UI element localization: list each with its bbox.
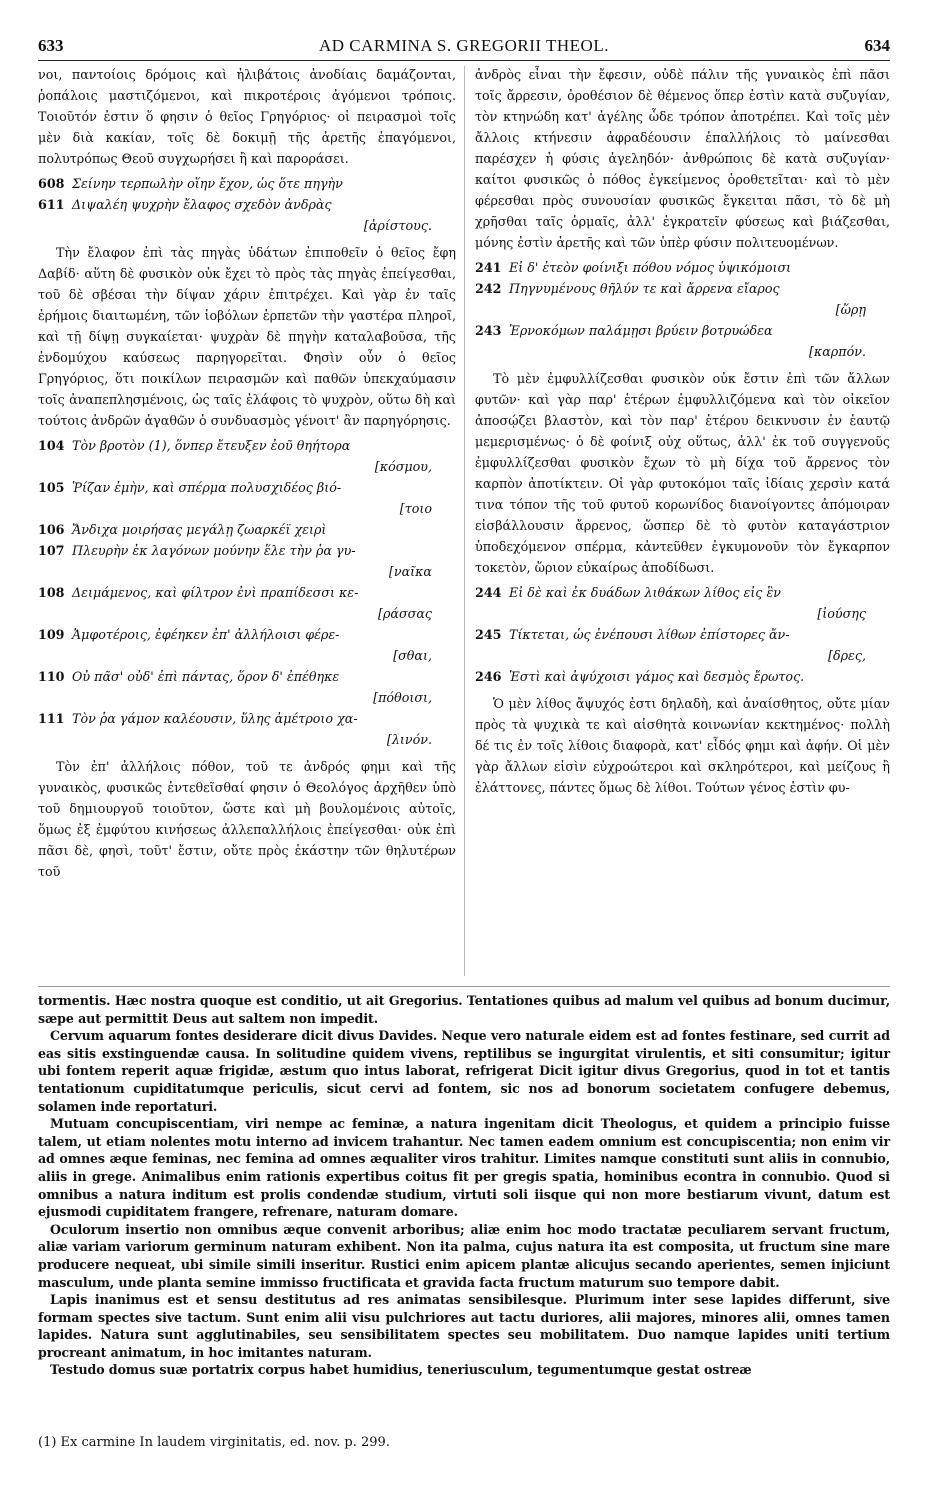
section-rule bbox=[38, 986, 890, 987]
verse-text: Ῥίζαν ἐμὴν, καὶ σπέρμα πολυσχιδέος βιό- bbox=[72, 480, 342, 495]
running-header bbox=[38, 30, 890, 61]
verse-text: Ἐρνοκόμων παλάμῃσι βρύειν βοτρυώδεα bbox=[509, 323, 773, 338]
commentary-paragraph: νοι, παντοίοις δρόμοις καὶ ἠλιβάτοις ἀνοδίαις δαμάζονται, ῥοπάλοις μαστιζόμενοι, καὶ πικροτέροις ἀγόμενοι τρόποις. Τοιοῦτόν ἐστιν ὅ φησιν ὁ θεῖος Γρηγόριος· οἱ πειρασμοὶ τοῖς μὲν διὰ κακίαν, τοῖς δὲ δοκιμῇ τῆς ἀρετῆς ἐπαγόμενοι, πολυτρόπως Θεοῦ συγχωρήσει ἢ καὶ παροράσει. bbox=[38, 67, 456, 166]
greek-column-left bbox=[38, 64, 456, 982]
verse-text: Εἰ δ' ἐτεὸν φοίνιξι πόθου νόμος ὑψικόμοισι bbox=[509, 260, 792, 275]
verse-line bbox=[38, 194, 456, 215]
verse-line bbox=[38, 624, 456, 645]
latin-paragraph: Oculorum insertio non omnibus æque convenit arboribus; aliæ enim hoc modo tractatæ peculiarem servant fructum, aliæ variam variorum germinum naturam exhibent. Non ita palma, cujus natura ita est composita, ut fructum sine mare producere nequeat, ubi simile simili inseritur. Rustici enim apicem plantæ alicujus secando aperientes, semen injiciunt masculum, unde planta semine immisso fructificata et gravida facta fructum maturum suo tempore dabit. bbox=[38, 1221, 890, 1290]
verse-number: 243 bbox=[475, 323, 502, 338]
verse-number: 611 bbox=[38, 197, 65, 212]
verse-text: Τὸν ῥα γάμον καλέουσιν, ὕλης ἀμέτροιο χα- bbox=[72, 711, 358, 726]
verse-line bbox=[38, 582, 456, 603]
verse-line bbox=[475, 666, 890, 687]
verse-block bbox=[38, 173, 456, 236]
verse-text: Εἰ δὲ καὶ ἐκ δυάδων λιθάκων λίθος εἰς ἓν bbox=[509, 585, 781, 600]
verse-line bbox=[475, 320, 890, 341]
verse-line bbox=[475, 582, 890, 603]
verse-continuation: [ναῖκα bbox=[388, 564, 432, 579]
verse-number: 106 bbox=[38, 522, 65, 537]
footnote: (1) Ex carmine In laudem virginitatis, ed. nov. p. 299. bbox=[38, 1435, 390, 1450]
verse-continuation: [ὥρῃ bbox=[835, 302, 866, 317]
verse-line bbox=[38, 173, 456, 194]
latin-paragraph: tormentis. Hæc nostra quoque est conditio, ut ait Gregorius. Tentationes quibus ad malum vel quibus ad bonum ducimur, sæpe aut permittit Deus aut saltem non impedit. bbox=[38, 993, 890, 1026]
verse-continuation: [καρπόν. bbox=[808, 344, 866, 359]
verse-text: Πλευρὴν ἐκ λαγόνων μούνην ἕλε τὴν ῥα γυ- bbox=[72, 543, 356, 558]
verse-block bbox=[38, 435, 456, 750]
verse-number: 244 bbox=[475, 585, 502, 600]
verse-block bbox=[475, 582, 890, 687]
verse-number: 107 bbox=[38, 543, 65, 558]
verse-number: 105 bbox=[38, 480, 65, 495]
latin-paragraph: Testudo domus suæ portatrix corpus habet humidius, teneriusculum, tegumentumque gestat ostreæ bbox=[50, 1362, 752, 1378]
verse-text: Τίκτεται, ὡς ἐνέπουσι λίθων ἐπίστορες ἄν- bbox=[509, 627, 790, 642]
commentary-paragraph: Τὴν ἔλαφον ἐπὶ τὰς πηγὰς ὑδάτων ἐπιποθεῖν ὁ θεῖος ἔφη Δαβίδ· αὕτη δὲ φυσικὸν οὐκ ἔχει τὸ πρὸς τὰς πηγὰς ἐπείγεσθαι, τοῦ δὲ σβέσαι τὴν δίψαν χάριν ἐπιτρέχει. Καὶ γὰρ ἐν ταῖς ἐρήμοις διαιτωμένη, τῶν ἰοβόλων ἑρπετῶν τὴν γαστέρα πληροῖ, καὶ τῇ δίψῃ συγκαίεται· ψυχρὰν δὲ πηγὴν καταλαβοῦσα, τῆς ἐνδομύχου καύσεως παρηγορεῖται. Φησὶν οὖν ὁ θεῖος Γρηγόριος, ὅτι ποικίλων πειρασμῶν καὶ παθῶν ὑπεκχαύμασιν τοῖς ἀναπεπλησμένοις, ὡς ταῖς ἐλάφοις τὸ ψυχρὸν, οὕτω δὴ καὶ τούτοις ἀνδρῶν ἀγαθῶν ὁ συνδυασμὸς γένοιτ' ἂν παρηγόρησις. bbox=[38, 245, 456, 428]
verse-continuation: [λινόν. bbox=[386, 732, 432, 747]
commentary-paragraph: Τὸ μὲν ἐμφυλλίζεσθαι φυσικὸν οὐκ ἔστιν ἐπὶ τῶν ἄλλων φυτῶν· καὶ γὰρ παρ' ἑτέρων ἐμφυλλιζόμενα καὶ τὸν οἰκεῖον ἀποσῴζει βλαστὸν, καὶ τὸν παρ' ἑτέρου δεικνυσιν ἐν ἑαυτῷ μεμερισμένως· ὁ δὲ φοίνιξ οὐχ οὕτως, ἀλλ' ἐκ τοῦ συγγενοῦς ἐμφυλλίζεσθαι φυσικὸν ἔχων τὸ μὴ δίχα τοῦ ἄρρενος τὸν καρπὸν ἀποτίκτειν. Οἱ γὰρ φυτοκόμοι ταῖς ἰδίαις χερσὶν κατά τινα τόπον τῆς τοῦ φυτοῦ κορωνίδος διανοίγοντες ἀπόμοιραν εἰσβάλλουσιν ἄρρενος, ὥσπερ δὲ τὸ φυτὸν καταγάστριον ὑποδεχόμενον σπέρμα, κἀντεῦθεν ἐγκυμονοῦν τὸν ἔγκαρπον τοκετὸν, ὥριον εὐκαίρως ἀποδίδωσι. bbox=[475, 371, 890, 575]
verse-continuation: [ἀρίστους. bbox=[363, 218, 432, 233]
verse-line bbox=[38, 540, 456, 561]
verse-continuation: [πόθοισι, bbox=[373, 690, 432, 705]
verse-line bbox=[475, 624, 890, 645]
verse-line bbox=[475, 278, 890, 299]
verse-line bbox=[38, 477, 456, 498]
verse-text: Σείνην τερπωλὴν οἵην ἔχον, ὡς ὅτε πηγὴν bbox=[72, 176, 343, 191]
verse-number: 104 bbox=[38, 438, 65, 453]
verse-text: Ἀμφοτέροις, ἐφέηκεν ἐπ' ἀλλήλοισι φέρε- bbox=[72, 627, 340, 642]
verse-block bbox=[475, 257, 890, 362]
verse-continuation: [τοιο bbox=[399, 501, 432, 516]
verse-text: Διψαλέη ψυχρὴν ἔλαφος σχεδὸν ἀνδρὰς bbox=[72, 197, 332, 212]
verse-number: 241 bbox=[475, 260, 502, 275]
verse-number: 245 bbox=[475, 627, 502, 642]
verse-number: 246 bbox=[475, 669, 502, 684]
verse-number: 108 bbox=[38, 585, 65, 600]
latin-paragraph: Mutuam concupiscentiam, viri nempe ac feminæ, a natura ingenitam dicit Theologus, et quidem a principio fuisse talem, ut etiam nolentes motu interno ad invicem trahantur. Nec tamen eadem omnium est concupiscentia; non enim vir ad omnes æque feminas, nec femina ad omnes æqualiter viros trahitur. Limites namque constituti sunt aliis in connubio, aliis in grege. Animalibus enim rationis expertibus coitus fit per gregis spatia, hominibus econtra in connubio. Quod si omnibus a natura inditum est prolis condendæ studium, virtuti soli iisque qui non more bestiarum vivunt, datum est ejusmodi cupiditatem frangere, refrenare, naturam domare. bbox=[38, 1116, 890, 1220]
verse-text: Δειμάμενος, καὶ φίλτρον ἐνὶ πραπίδεσσι κε- bbox=[72, 585, 359, 600]
latin-paragraph: Lapis inanimus est et sensu destitutus ad res animatas sensibilesque. Plurimum inter sese lapides differunt, sive formam spectes sive tactum. Sunt enim alii visu pulchriores aut tactu duriores, alii majores, minores alii, omnes tamen lapides. Natura sunt agglutinabiles, seu sensibilitatem spectes seu mobilitatem. Duo namque lapides uniti tertium procreant animatum, in hoc imitantes naturam. bbox=[38, 1292, 890, 1360]
verse-continuation: [ράσσας bbox=[378, 606, 432, 621]
latin-paragraph: Cervum aquarum fontes desiderare dicit divus Davides. Neque vero naturale eidem est ad fontes festinare, sed currit ad eas sitis exstinguendæ causa. In solitudine quidem vivens, reptilibus se ingurgitat virulentis, et siti consumitur; igitur ubi fontem reperit aquæ frigidæ, æstum quo intus laborat, refrigerat Dicit igitur divus Gregorius, quod in tot et tantis tentationum cupiditatumque periculis, sicut cervi ad fontem, sic nos ad bonorum societatem confugere debemus, solamen inde reportaturi. bbox=[38, 1028, 890, 1114]
verse-continuation: [κόσμου, bbox=[374, 459, 432, 474]
verse-line bbox=[38, 435, 456, 456]
page-number-left: 633 bbox=[38, 36, 64, 55]
verse-continuation: [σθαι, bbox=[393, 648, 432, 663]
verse-text: Ἐστὶ καὶ ἀψύχοισι γάμος καὶ δεσμὸς ἔρωτος. bbox=[509, 669, 805, 684]
commentary-paragraph: Ὁ μὲν λίθος ἄψυχός ἐστι δηλαδὴ, καὶ ἀναίσθητος, οὔτε μίαν πρὸς τὰ ψυχικὰ τε καὶ αἰσθητὰ κοινωνίαν κεκτημένος· πολλὴ δέ τις ἐν τοῖς λίθοις διαφορὰ, κατ' εἶδός φημι καὶ ἀφήν. Οἱ μὲν γὰρ ἄλλων εἰσὶν εὐχροώτεροι καὶ σκληρότεροι, καὶ μείζους ἢ ἐλάττονες, πάντες ὅμως δὲ λίθοι. Τούτων γένος ἐστὶν φυ- bbox=[475, 696, 890, 795]
verse-number: 111 bbox=[38, 711, 65, 726]
verse-text: Πηγνυμένους θῆλύν τε καὶ ἄρρενα εἴαρος bbox=[509, 281, 780, 296]
running-title: AD CARMINA S. GREGORII THEOL. bbox=[319, 36, 609, 55]
verse-text: Ἄνδιχα μοιρήσας μεγάλῃ ζωαρκέϊ χειρὶ bbox=[72, 522, 327, 537]
verse-number: 110 bbox=[38, 669, 65, 684]
commentary-paragraph: ἀνδρὸς εἶναι τὴν ἔφεσιν, οὐδὲ πάλιν τῆς γυναικὸς ἐπὶ πᾶσι τοῖς ἄρρεσιν, ὁροθέσιον δὲ θέμενος ὅπερ ἐστὶν κατὰ συζυγίαν, τὸν κτηνώδη κατ' ἀγέλης ὧδε τρόπον ἀποτρέπει. Καὶ τοῖς μὲν ἄλλοις κτήνεσιν ἀφραδέουσιν ἐπαλλήλοις τὸ μαίνεσθαι παρέσχεν ἡ φύσις ἀγεληδόν· ἀνθρώποις δὲ κατὰ συζυγίαν· καίτοι φυσικῶς ὁ πόθος ἐγκείμενος ὁροθετεῖται· καὶ τὸ μὲν φέρεσθαι πρὸς συνουσίαν φυσικῶς ἔγκειται πᾶσι, τὸ δὲ μὴ χρῆσθαι ταῖς ὁρμαῖς, ἀλλ' ἐγκρατεῖν φύσεως καὶ βιάζεσθαι, μόνης ἐστὶν ἀρετῆς καὶ τῶν ὑπὲρ φύσιν πολιτευομένων. bbox=[475, 67, 890, 250]
commentary-paragraph: Τὸν ἐπ' ἀλλήλοις πόθον, τοῦ τε ἀνδρός φημι καὶ τῆς γυναικὸς, φυσικῶς ἐντεθεῖσθαί φησιν ὁ Θεολόγος ἀρχῆθεν ὑπὸ τοῦ δημιουργοῦ τοιοῦτον, ὥστε καὶ μὴ βουλομένοις αὐτοῖς, ὅμως ἐξ ἐμφύτου κινήσεως ἀλλεπαλλήλοις ἐπείγεσθαι· οὐκ ἐπὶ πᾶσι δὲ, φησὶ, τοῦτ' ἔστιν, οὔτε πρὸς ἑκάστην τῶν θηλυτέρων τοῦ bbox=[38, 759, 456, 879]
verse-text: Τὸν βροτὸν (1), ὅνπερ ἔτευξεν ἐοῦ θηήτορα bbox=[72, 438, 351, 453]
verse-number: 608 bbox=[38, 176, 65, 191]
latin-translation bbox=[38, 992, 890, 1379]
greek-column-right bbox=[475, 64, 890, 982]
verse-text: Οὐ πᾶσ' οὐδ' ἐπὶ πάντας, ὅρον δ' ἐπέθηκε bbox=[72, 669, 340, 684]
verse-number: 109 bbox=[38, 627, 65, 642]
verse-line bbox=[38, 666, 456, 687]
verse-continuation: [ἰούσης bbox=[817, 606, 866, 621]
verse-line bbox=[38, 708, 456, 729]
column-divider bbox=[464, 66, 465, 976]
page-number-right: 634 bbox=[864, 36, 890, 55]
verse-number: 242 bbox=[475, 281, 502, 296]
verse-line bbox=[475, 257, 890, 278]
verse-line bbox=[38, 519, 456, 540]
verse-continuation: [δρες, bbox=[828, 648, 866, 663]
